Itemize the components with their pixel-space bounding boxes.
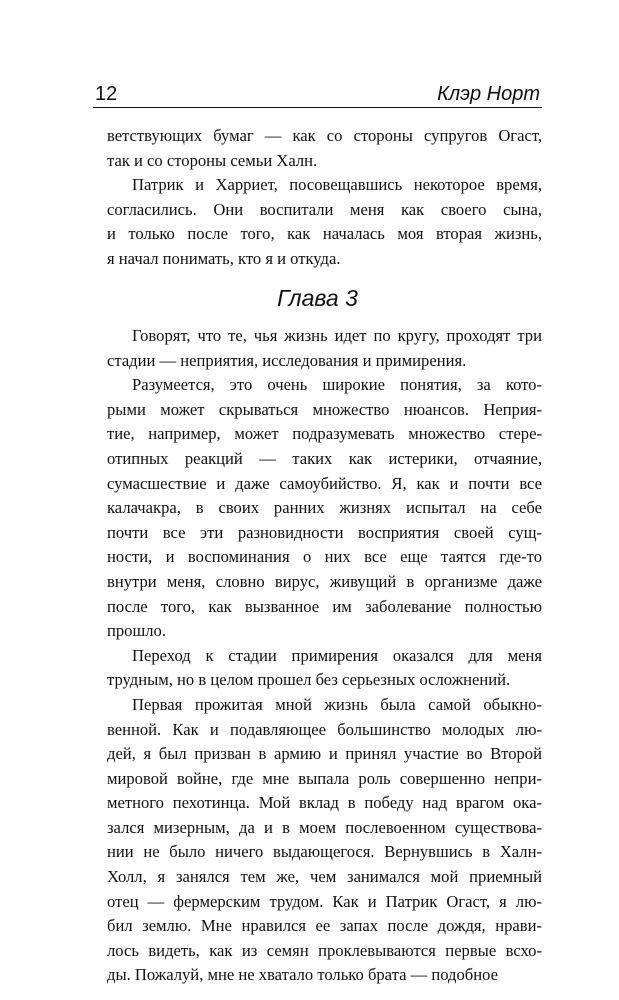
header-rule [93,107,542,108]
paragraph [107,124,542,173]
page-number: 12 [95,83,118,105]
paragraph [107,373,542,644]
text-line: венной. Как и подавляющее большинство молодых лю- [107,719,542,739]
text-line: нии не было ничего выдающегося. Вернувшись в Халн- [107,842,542,862]
text-line: так и со стороны семьи Халн. [107,150,318,170]
text-line: бил землю. Мне нравился ее запах после дождя, нрави- [107,916,542,936]
text-line: тие, например, может подразумевать множество стере- [107,424,542,444]
text-before-chapter [107,124,542,272]
text-line: прошло. [107,621,166,641]
text-line: лось видеть, как из семян проклевываются первые всхо- [107,940,542,960]
text-line: стадии — неприятия, исследования и примирения. [107,350,467,370]
text-line: внутри меня, словно вирус, живущий в организме даже [107,571,542,591]
text-line: Первая прожитая мной жизнь была самой обыкно- [132,694,542,714]
text-line: ности, и воспоминания о них все еще таятся где-то [107,547,542,567]
text-line: отец — фермерским трудом. Как и Патрик Огаст, я лю- [107,891,542,911]
paragraph [107,693,542,988]
text-line: дей, я был призван в армию и принял участие во Второй [107,744,542,764]
paragraph [107,324,542,373]
text-line: Разумеется, это очень широкие понятия, за кото- [132,375,542,395]
text-line: калачакра, в своих ранних жизнях испытал на себе [107,498,542,518]
chapter-body-text [107,324,542,988]
text-line: ветствующих бумаг — как со стороны супругов Огаст, [107,126,542,145]
text-line: почти все эти разновидности восприятия своей сущ- [107,522,542,542]
text-line: и только после того, как началась моя вторая жизнь, [107,224,542,244]
text-line: зался мизерным, да и в моем послевоенном существова- [107,817,542,837]
text-line: согласились. Они воспитали меня как своего сына, [107,199,542,219]
text-line: после того, как вызванное им заболевание полностью [107,596,542,616]
paragraph [107,644,542,693]
text-line: сумасшествие и даже самоубийство. Я, как и почти все [107,473,542,493]
text-line: отипных реакций — таких как истерики, отчаяние, [107,448,542,468]
text-line: трудным, но в целом прошел без серьезных осложнений. [107,670,511,690]
text-line: рыми может скрываться множество нюансов. Неприя- [107,399,542,419]
chapter-heading: Глава 3 [277,285,358,311]
text-line: я начал понимать, кто я и откуда. [107,248,341,268]
text-line: ды. Пожалуй, мне не хватало только брата — подобное [107,965,498,985]
text-line: Говорят, что те, чья жизнь идет по кругу, проходят три [132,326,542,345]
paragraph [107,173,542,271]
text-line: Патрик и Харриет, посовещавшись некоторое время, [132,175,542,195]
text-line: метного пехотинца. Мой вклад в победу над врагом ока- [107,793,542,813]
page-header [93,82,542,108]
text-line: Переход к стадии примирения оказался для меня [132,645,542,665]
text-line: Холл, я занялся тем же, чем занимался мой приемный [107,867,542,887]
running-head-author: Клэр Норт [437,83,540,105]
text-line: мировой войне, где мне выпала роль совершенно непри- [107,768,542,788]
